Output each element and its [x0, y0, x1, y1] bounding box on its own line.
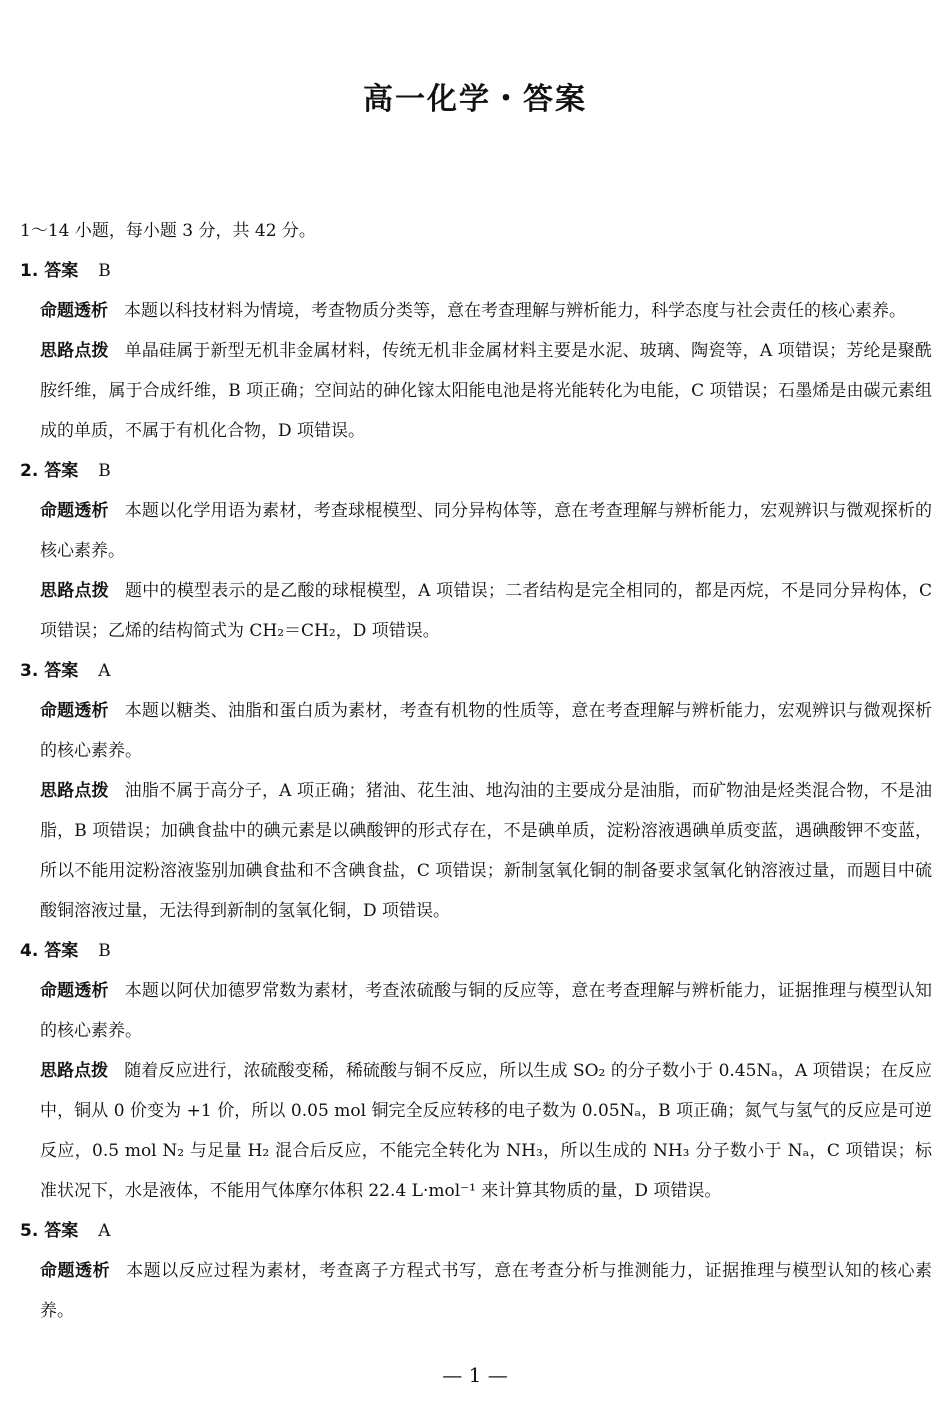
mingti-text: 本题以阿伏加德罗常数为素材，考查浓硫酸与铜的反应等，意在考查理解与辨析能力，证据推理与模型认知的核心素养。 [40, 981, 933, 1041]
silu-text: 随着反应进行，浓硫酸变稀，稀硫酸与铜不反应，所以生成 SO₂ 的分子数小于 0.45Nₐ，A 项错误；在反应中，铜从 0 价变为 +1 价，所以 0.05 mol 铜完全反应转移的电子数为 0.05Nₐ，B 项正确；氮气与氢气的反应是可逆反应，0.5 mol N₂ 与足量 H₂ 混合后反应，不能完全转化为 NH₃，所以生成的 NH₃ 分子数小于 Nₐ，C 项错误；标准状况下，水是液体，不能用气体摩尔体积 22.4 L·mol⁻¹ 来计算其物质的量，D 项错误。 [40, 1061, 932, 1201]
question-4-mingti [20, 971, 932, 1051]
silu-text: 油脂不属于高分子，A 项正确；猪油、花生油、地沟油的主要成分是油脂，而矿物油是烃类混合物，不是油脂，B 项错误；加碘食盐中的碘元素是以碘酸钾的形式存在，不是碘单质，淀粉溶液遇碘单质变蓝，遇碘酸钾不变蓝，所以不能用淀粉溶液鉴别加碘食盐和不含碘食盐，C 项错误；新制氢氧化铜的制备要求氢氧化钠溶液过量，而题目中硫酸铜溶液过量，无法得到新制的氢氧化铜，D 项错误。 [40, 781, 932, 921]
question-number: 5. 答案 [20, 1221, 79, 1241]
answer-value: B [98, 461, 111, 481]
question-4-header [20, 931, 932, 971]
mingti-label: 命题透析 [40, 981, 109, 1001]
intro-line: 1～14 小题，每小题 3 分，共 42 分。 [20, 221, 316, 241]
question-number: 1. 答案 [20, 261, 79, 281]
question-number: 4. 答案 [20, 941, 79, 961]
answer-value: B [98, 941, 111, 961]
question-2-mingti [20, 491, 932, 571]
question-5-header [20, 1211, 932, 1251]
silu-label: 思路点拨 [40, 341, 109, 361]
mingti-label: 命题透析 [40, 1261, 111, 1281]
question-1-silu [20, 331, 932, 451]
mingti-label: 命题透析 [40, 301, 108, 321]
silu-label: 思路点拨 [40, 581, 109, 601]
question-2-silu [20, 571, 932, 651]
question-number: 3. 答案 [20, 661, 79, 681]
question-3-header [20, 651, 932, 691]
answer-content [20, 211, 932, 1331]
question-3-mingti [20, 691, 932, 771]
question-1-mingti [20, 291, 932, 331]
silu-label: 思路点拨 [40, 1061, 109, 1081]
question-4-silu [20, 1051, 932, 1211]
question-5-mingti [20, 1251, 932, 1331]
page-number: — 1 — [442, 1363, 508, 1387]
answer-value: B [98, 261, 111, 281]
question-2-header [20, 451, 932, 491]
mingti-label: 命题透析 [40, 501, 109, 521]
mingti-text: 本题以化学用语为素材，考查球棍模型、同分异构体等，意在考查理解与辨析能力，宏观辨识与微观探析的核心素养。 [40, 501, 933, 561]
page-title: 高一化学・答案 [363, 82, 587, 117]
answer-value: A [98, 661, 111, 681]
mingti-label: 命题透析 [40, 701, 109, 721]
answer-value: A [98, 1221, 111, 1241]
silu-label: 思路点拨 [40, 781, 109, 801]
mingti-text: 本题以科技材料为情境，考查物质分类等，意在考查理解与辨析能力，科学态度与社会责任的核心素养。 [124, 301, 906, 321]
question-1-header [20, 251, 932, 291]
silu-text: 题中的模型表示的是乙酸的球棍模型，A 项错误；二者结构是完全相同的，都是丙烷，不是同分异构体，C 项错误；乙烯的结构简式为 CH₂＝CH₂，D 项错误。 [40, 581, 933, 641]
question-number: 2. 答案 [20, 461, 79, 481]
mingti-text: 本题以反应过程为素材，考查离子方程式书写，意在考查分析与推测能力，证据推理与模型认知的核心素养。 [40, 1261, 933, 1321]
mingti-text: 本题以糖类、油脂和蛋白质为素材，考查有机物的性质等，意在考查理解与辨析能力，宏观辨识与微观探析的核心素养。 [40, 701, 933, 761]
silu-text: 单晶硅属于新型无机非金属材料，传统无机非金属材料主要是水泥、玻璃、陶瓷等，A 项错误；芳纶是聚酰胺纤维，属于合成纤维，B 项正确；空间站的砷化镓太阳能电池是将光能转化为电能，C 项错误；石墨烯是由碳元素组成的单质，不属于有机化合物，D 项错误。 [40, 341, 932, 441]
question-3-silu [20, 771, 932, 931]
